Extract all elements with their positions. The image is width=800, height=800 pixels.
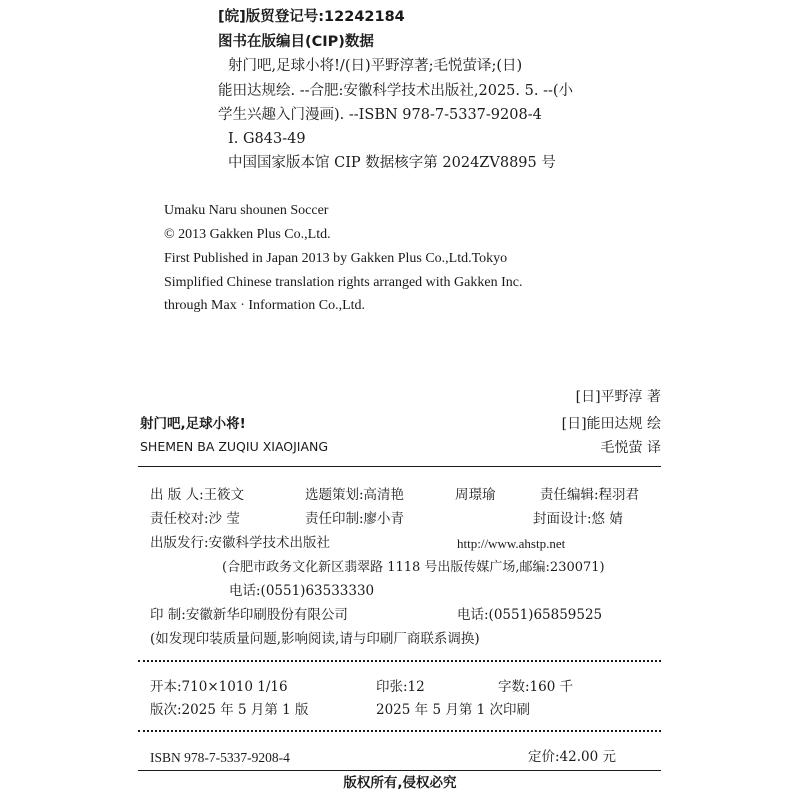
print-supervisor: 责任印制:廖小青 [305, 511, 405, 527]
publisher-website[interactable]: http://www.ahstp.net [457, 536, 566, 551]
copyright-line-4: Simplified Chinese translation rights arranged with Gakken Inc. [164, 275, 523, 290]
divider-bottom [138, 770, 661, 771]
cip-entry-line-2: 能田达规绘. --合肥:安徽科学技术出版社,2025. 5. --(小 [218, 83, 574, 99]
cover-design: 封面设计:悠 婧 [533, 511, 623, 527]
format-spec: 开本:710×1010 1/16 [150, 679, 288, 695]
footer-isbn: ISBN 978-7-5337-9208-4 [150, 750, 290, 765]
copyright-line-1: Umaku Naru shounen Soccer [164, 203, 329, 218]
copyright-line-3: First Published in Japan 2013 by Gakken Plus Co.,Ltd.Tokyo [164, 251, 508, 266]
printer: 印 制:安徽新华印刷股份有限公司 [150, 607, 348, 623]
publisher-person: 出 版 人:王筱文 [150, 487, 245, 503]
publisher-address: (合肥市政务文化新区翡翠路 1118 号出版传媒广场,邮编:230071) [222, 560, 605, 575]
planning-editor-2: 周璟瑜 [455, 487, 496, 503]
footer-price: 定价:42.00 元 [528, 749, 616, 765]
cip-heading: 图书在版编目(CIP)数据 [218, 34, 374, 50]
registration-number: [皖]版贸登记号:12242184 [218, 9, 405, 25]
cip-classification: Ⅰ. G843-49 [228, 131, 306, 147]
cip-verification: 中国国家版本馆 CIP 数据核字第 2024ZV8895 号 [228, 155, 556, 171]
planning-editors: 选题策划:高清艳 [305, 487, 405, 503]
book-title: 射门吧,足球小将! [140, 416, 246, 432]
publisher: 出版发行:安徽科学技术出版社 [150, 535, 331, 551]
edition-spec: 版次:2025 年 5 月第 1 版 [150, 702, 309, 718]
author-credit: [日]平野淳 著 [575, 389, 661, 405]
proofreader: 责任校对:沙 莹 [150, 511, 240, 527]
divider-lower [138, 730, 661, 732]
responsible-editor: 责任编辑:程羽君 [540, 487, 640, 503]
rights-notice: 版权所有,侵权必究 [343, 775, 457, 791]
divider-top [138, 466, 661, 467]
quality-note: (如发现印装质量问题,影响阅读,请与印刷厂商联系调换) [150, 631, 480, 647]
book-title-pinyin: SHEMEN BA ZUQIU XIAOJIANG [140, 439, 329, 454]
word-count-spec: 字数:160 千 [498, 679, 574, 695]
translator-credit: 毛悦萤 译 [600, 440, 661, 456]
printing-spec: 2025 年 5 月第 1 次印刷 [376, 702, 530, 718]
illustrator-credit: [日]能田达规 绘 [561, 416, 661, 432]
cip-entry-line-3: 学生兴趣入门漫画). --ISBN 978-7-5337-9208-4 [218, 107, 542, 123]
printer-phone: 电话:(0551)65859525 [457, 607, 603, 623]
sheets-spec: 印张:12 [376, 679, 425, 695]
divider-middle [138, 660, 661, 662]
cip-entry-line-1: 射门吧,足球小将!/(日)平野淳著;毛悦萤译;(日) [228, 58, 523, 74]
copyright-line-2: © 2013 Gakken Plus Co.,Ltd. [164, 227, 331, 242]
publisher-phone: 电话:(0551)63533330 [229, 583, 375, 599]
copyright-line-5: through Max · Information Co.,Ltd. [164, 298, 366, 313]
